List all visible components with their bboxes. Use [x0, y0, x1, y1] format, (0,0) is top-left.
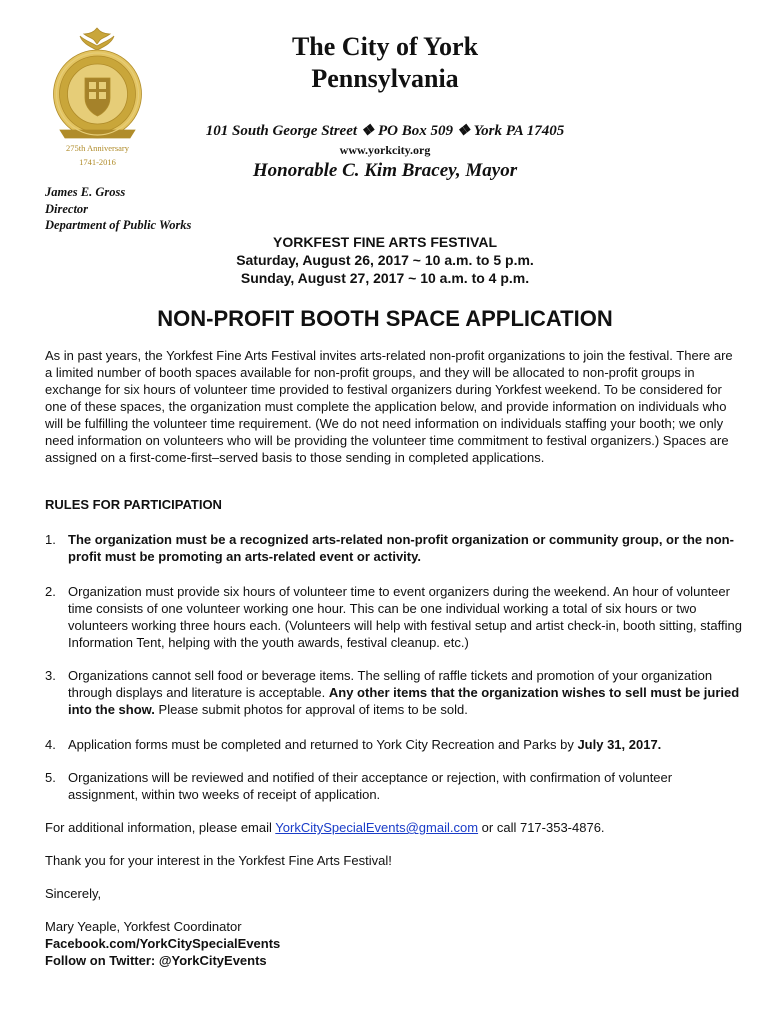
festival-day2: Sunday, August 27, 2017 ~ 10 a.m. to 4 p.m.: [240, 270, 530, 286]
city-address: 101 South George Street ❖ PO Box 509 ❖ York PA 17405: [205, 123, 565, 139]
seal-anniversary-text: 275th Anniversary: [65, 143, 130, 153]
rule-text-plain: Application forms must be completed and returned to York City Recreation and Parks by: [68, 737, 574, 752]
contact-suffix: or call 717-353-4876.: [481, 820, 605, 835]
rules-heading: RULES FOR PARTICIPATION: [45, 497, 222, 512]
rule-number: 4.: [45, 737, 56, 752]
page-title: NON-PROFIT BOOTH SPACE APPLICATION: [157, 306, 613, 331]
rule-number: 3.: [45, 668, 56, 683]
rule-item: [45, 583, 745, 651]
rule-item: [45, 736, 745, 753]
rule-text: [68, 667, 745, 718]
rule-text: The organization must be a recognized arts-related non-profit organization or community group, or the non-profit must be promoting an arts-related event or activity.: [68, 532, 734, 564]
contact-line: [45, 819, 605, 836]
signature-block: [45, 918, 280, 969]
email-link[interactable]: YorkCitySpecialEvents@gmail.com: [275, 820, 479, 835]
mayor-line: Honorable C. Kim Bracey, Mayor: [252, 160, 518, 181]
rule-text-plain-2: Please submit photos for approval of items to be sold.: [158, 702, 468, 717]
rule-text: Organizations will be reviewed and notified of their acceptance or rejection, with confirmation of volunteer assignment, within two weeks of receipt of application.: [68, 770, 673, 802]
director-department: Department of Public Works: [45, 218, 192, 232]
director-name: James E. Gross: [45, 185, 126, 199]
rule-text: Organization must provide six hours of volunteer time to event organizers during the weekend. An hour of volunteer time consists of one volunteer working one hour. This can be one individual working a total of six hours or two volunteers working three hours each. (Volunteers will help with festival setup and artist check-in, booth sitting, staffing Information Tent, helping with the youth awards, festival cleanup. etc.): [68, 584, 742, 650]
rule-number: 5.: [45, 770, 56, 785]
rule-text-bold: Any other items that the organization wishes to sell must be juried into the show.: [68, 685, 740, 717]
facebook-handle: Facebook.com/YorkCitySpecialEvents: [45, 936, 281, 951]
rule-text: [68, 736, 745, 753]
director-block: [45, 184, 191, 234]
rule-item: [45, 769, 745, 803]
rule-deadline: July 31, 2017.: [577, 737, 662, 752]
rule-text-plain: Organizations cannot sell food or beverage items. The selling of raffle tickets and promotion of your organization through displays and literature is acceptable.: [68, 668, 713, 700]
festival-name: YORKFEST FINE ARTS FESTIVAL: [272, 234, 497, 250]
intro-paragraph: As in past years, the Yorkfest Fine Arts Festival invites arts-related non-profit organizations to join the festival. There are a limited number of booth spaces available for non-profit groups, and they will be allocated to non-profit groups in exchange for six hours of volunteer time provided to festival organizers during Yorkfest weekend. To be considered for one of these spaces, the organization must complete the application below, and provide information on individuals who will be fulfilling the volunteer time requirement. (We do not need information on individuals staffing your booth; we only need information on volunteers who will be providing the volunteer time commitment to festival organizers.) Spaces are assigned on a first-come-first–served basis to those sending in completed applications.: [45, 348, 733, 465]
festival-day1: Saturday, August 26, 2017 ~ 10 a.m. to 5 p.m.: [236, 252, 534, 268]
contact-prefix: For additional information, please email: [45, 820, 272, 835]
sincerely-line: Sincerely,: [45, 886, 102, 901]
rule-number: 2.: [45, 584, 56, 599]
twitter-handle: Follow on Twitter: @YorkCityEvents: [45, 953, 267, 968]
thanks-line: Thank you for your interest in the Yorkfest Fine Arts Festival!: [45, 853, 392, 868]
city-name-line2: Pennsylvania: [311, 64, 459, 93]
director-title: Director: [45, 201, 89, 216]
rule-item: [45, 531, 745, 565]
rule-number: 1.: [45, 532, 56, 547]
city-name-line1: The City of York: [291, 32, 479, 61]
rule-item: [45, 667, 745, 718]
city-website: www.yorkcity.org: [339, 143, 431, 157]
signature-name: Mary Yeaple, Yorkfest Coordinator: [45, 919, 242, 934]
seal-years-text: 1741-2016: [79, 157, 116, 167]
